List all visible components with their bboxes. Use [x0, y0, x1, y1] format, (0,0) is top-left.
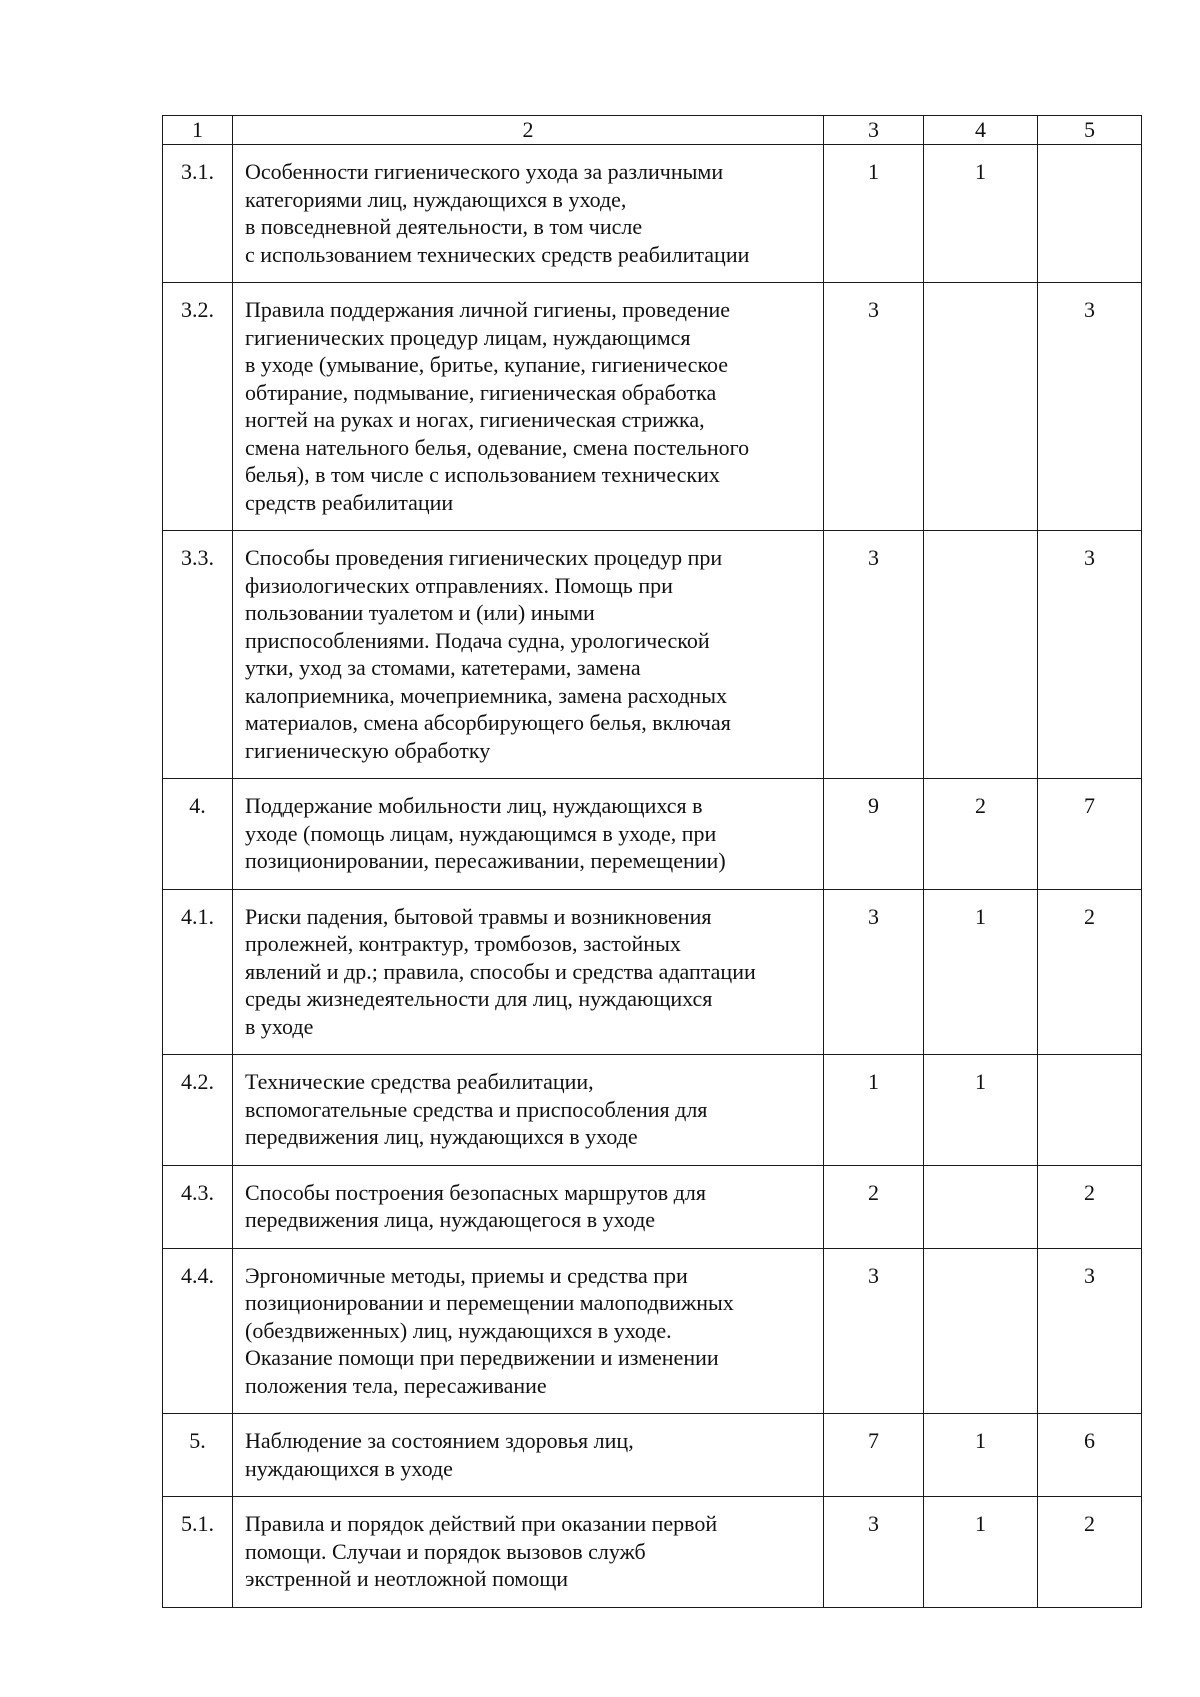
column-number-2: 2: [233, 116, 824, 145]
hours-total: 3: [824, 1497, 924, 1608]
hours-theory: [924, 283, 1038, 531]
table-row: [163, 779, 1142, 890]
hours-total: 2: [824, 1165, 924, 1248]
topic-line: Наблюдение за состоянием здоровья лиц,: [245, 1428, 634, 1453]
section-number: 4.3.: [163, 1165, 233, 1248]
table-row: [163, 1055, 1142, 1166]
topic-line: Правила и порядок действий при оказании первой: [245, 1511, 718, 1536]
topic-description: [233, 779, 824, 890]
table-row: [163, 283, 1142, 531]
hours-theory: [924, 531, 1038, 779]
hours-theory: 2: [924, 779, 1038, 890]
section-number: 4.4.: [163, 1248, 233, 1414]
hours-theory: [924, 1165, 1038, 1248]
table-body: [163, 116, 1142, 1608]
topic-description: [233, 1414, 824, 1497]
topic-line: материалов, смена абсорбирующего белья, включая: [245, 710, 731, 735]
column-number-row: [163, 116, 1142, 145]
hours-practice: 2: [1038, 1165, 1142, 1248]
section-number: 5.1.: [163, 1497, 233, 1608]
topic-line: в уходе: [245, 1013, 314, 1039]
table-row: [163, 889, 1142, 1055]
topic-description: [233, 1497, 824, 1608]
topic-line: передвижения лица, нуждающегося в уходе: [245, 1207, 656, 1232]
topic-description: [233, 1055, 824, 1166]
section-number: 4.: [163, 779, 233, 890]
topic-line: Поддержание мобильности лиц, нуждающихся в: [245, 793, 703, 818]
topic-line: средств реабилитации: [245, 489, 454, 515]
topic-line: Эргономичные методы, приемы и средства при: [245, 1262, 688, 1288]
topic-description: [233, 531, 824, 779]
topic-line: Способы построения безопасных маршрутов для: [245, 1179, 706, 1205]
topic-line: Способы проведения гигиенических процедур при: [245, 545, 723, 570]
hours-practice: [1038, 1055, 1142, 1166]
hours-theory: 1: [924, 1497, 1038, 1608]
table-row: [163, 531, 1142, 779]
topic-line: Технические средства реабилитации,: [245, 1069, 594, 1094]
section-number: 5.: [163, 1414, 233, 1497]
column-number-1: 1: [163, 116, 233, 145]
hours-practice: 2: [1038, 1497, 1142, 1608]
table-row: [163, 1497, 1142, 1608]
topic-line: с использованием технических средств реабилитации: [245, 241, 750, 267]
topic-line: помощи. Случаи и порядок вызовов служб: [245, 1538, 646, 1564]
table-row: [163, 1248, 1142, 1414]
hours-total: 3: [824, 1248, 924, 1414]
topic-line: вспомогательные средства и приспособления для: [245, 1096, 708, 1122]
topic-line: гигиенических процедур лицам, нуждающимся: [245, 324, 691, 350]
topic-line: Риски падения, бытовой травмы и возникновения: [245, 903, 712, 929]
topic-line: Правила поддержания личной гигиены, проведение: [245, 297, 731, 322]
section-number: 3.3.: [163, 531, 233, 779]
hours-practice: 3: [1038, 283, 1142, 531]
hours-theory: 1: [924, 889, 1038, 1055]
curriculum-table: [162, 115, 1142, 1608]
hours-total: 3: [824, 889, 924, 1055]
topic-line: ногтей на руках и ногах, гигиеническая стрижка,: [245, 407, 705, 432]
hours-total: 1: [824, 145, 924, 283]
topic-line: положения тела, пересаживание: [245, 1372, 547, 1398]
topic-line: смена нательного белья, одевание, смена постельного: [245, 434, 750, 460]
hours-theory: 1: [924, 1055, 1038, 1166]
section-number: 4.2.: [163, 1055, 233, 1166]
hours-practice: 3: [1038, 1248, 1142, 1414]
topic-line: уходе (помощь лицам, нуждающимся в уходе, при: [245, 820, 717, 846]
topic-description: [233, 889, 824, 1055]
topic-line: пролежней, контрактур, тромбозов, застойных: [245, 931, 681, 956]
hours-practice: 6: [1038, 1414, 1142, 1497]
section-number: 4.1.: [163, 889, 233, 1055]
column-number-4: 4: [924, 116, 1038, 145]
section-number: 3.1.: [163, 145, 233, 283]
topic-line: утки, уход за стомами, катетерами, замена: [245, 655, 641, 680]
topic-line: физиологических отправлениях. Помощь при: [245, 572, 673, 598]
topic-line: Особенности гигиенического ухода за различными: [245, 159, 724, 184]
topic-line: позиционировании и перемещении малоподвижных: [245, 1290, 734, 1315]
topic-line: Оказание помощи при передвижении и изменении: [245, 1345, 719, 1370]
hours-total: 3: [824, 531, 924, 779]
topic-line: категориями лиц, нуждающихся в уходе,: [245, 186, 627, 212]
column-number-3: 3: [824, 116, 924, 145]
table-row: [163, 1414, 1142, 1497]
topic-description: [233, 145, 824, 283]
hours-total: 7: [824, 1414, 924, 1497]
topic-line: обтирание, подмывание, гигиеническая обработка: [245, 379, 717, 405]
topic-line: в повседневной деятельности, в том числе: [245, 214, 643, 239]
topic-line: пользовании туалетом и (или) иными: [245, 600, 595, 625]
topic-line: белья), в том числе с использованием технических: [245, 462, 720, 487]
hours-practice: [1038, 145, 1142, 283]
topic-line: явлений и др.; правила, способы и средства адаптации: [245, 958, 756, 984]
hours-theory: [924, 1248, 1038, 1414]
topic-line: позиционировании, пересаживании, перемещении): [245, 848, 726, 873]
section-number: 3.2.: [163, 283, 233, 531]
hours-theory: 1: [924, 1414, 1038, 1497]
column-number-5: 5: [1038, 116, 1142, 145]
topic-line: передвижения лиц, нуждающихся в уходе: [245, 1124, 638, 1149]
table-row: [163, 145, 1142, 283]
topic-description: [233, 1165, 824, 1248]
topic-line: среды жизнедеятельности для лиц, нуждающихся: [245, 986, 713, 1011]
hours-practice: 3: [1038, 531, 1142, 779]
hours-practice: 2: [1038, 889, 1142, 1055]
topic-line: нуждающихся в уходе: [245, 1455, 453, 1481]
hours-practice: 7: [1038, 779, 1142, 890]
topic-description: [233, 283, 824, 531]
topic-line: экстренной и неотложной помощи: [245, 1566, 569, 1591]
topic-line: калоприемника, мочеприемника, замена расходных: [245, 682, 727, 708]
hours-total: 9: [824, 779, 924, 890]
topic-line: гигиеническую обработку: [245, 737, 491, 763]
topic-line: приспособлениями. Подача судна, урологической: [245, 627, 710, 653]
topic-line: в уходе (умывание, бритье, купание, гигиеническое: [245, 352, 729, 377]
table-row: [163, 1165, 1142, 1248]
hours-theory: 1: [924, 145, 1038, 283]
topic-description: [233, 1248, 824, 1414]
hours-total: 1: [824, 1055, 924, 1166]
topic-line: (обездвиженных) лиц, нуждающихся в уходе.: [245, 1317, 672, 1343]
hours-total: 3: [824, 283, 924, 531]
